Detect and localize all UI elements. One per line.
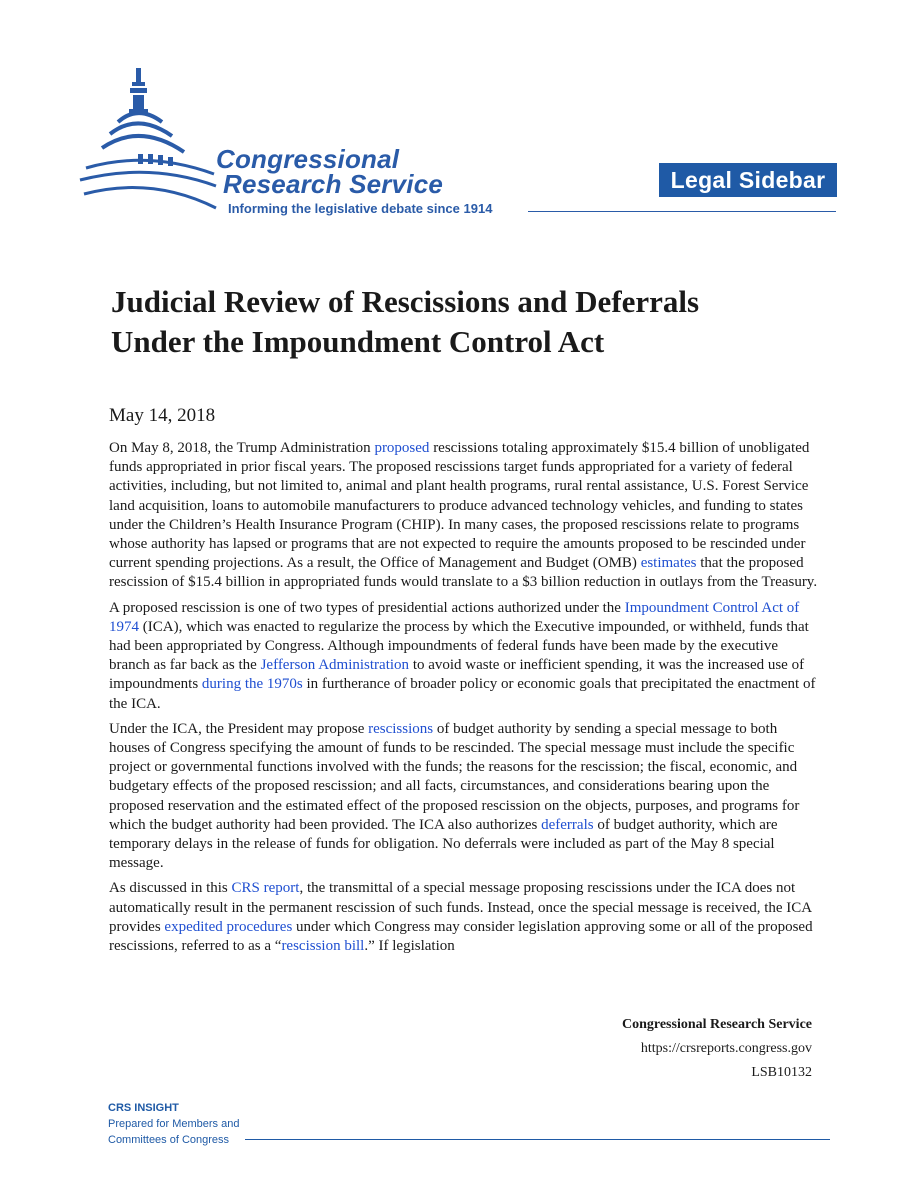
body-text: in furtherance of broader policy or economic goals that precipitated the enactment of the ICA. — [109, 676, 816, 712]
logo-tagline: Informing the legislative debate since 1914 — [228, 201, 493, 216]
body-text: A proposed rescission is one of two types of presidential actions authorized under the — [109, 599, 625, 616]
body-text: .” If legislation — [364, 938, 455, 955]
title-line-1: Judicial Review of Rescissions and Deferrals — [111, 284, 700, 319]
page-title — [111, 282, 831, 362]
footer-id: LSB10132 — [751, 1065, 812, 1080]
logo-wordmark-line2: Research Service — [223, 169, 444, 199]
footer-info — [622, 1013, 812, 1085]
body-paragraph — [109, 599, 819, 714]
body-text: Under the ICA, the President may propose — [109, 720, 369, 737]
crs-insight-block — [108, 1100, 239, 1148]
publication-date: May 14, 2018 — [109, 405, 216, 426]
legal-sidebar-badge: Legal Sidebar — [659, 163, 837, 197]
logo-wordmark-line1: Congressional — [216, 144, 400, 174]
inline-link[interactable]: estimates — [640, 555, 697, 572]
header-divider — [528, 211, 836, 212]
article-body — [109, 439, 819, 962]
insight-title: CRS INSIGHT — [108, 1102, 179, 1114]
crs-logo — [78, 62, 548, 222]
body-text: to avoid waste or inefficient spending, it was the increased use of impoundments — [109, 657, 805, 693]
footer-divider — [245, 1139, 830, 1140]
inline-link[interactable]: proposed — [374, 440, 430, 456]
inline-link[interactable]: during the 1970s — [201, 676, 303, 693]
footer-org: Congressional Research Service — [621, 1017, 812, 1032]
body-text: of budget authority, which are temporary delays in the release of funds for obligation. No deferrals were included as part of the May 8 special message. — [109, 816, 778, 872]
inline-link[interactable]: CRS report — [231, 880, 300, 897]
insight-line-1: Prepared for Members and — [108, 1118, 240, 1130]
body-text: (ICA), which was enacted to regularize the process by which the Executive impounded, or withheld, funds that had been appropriated by Congress. Although impoundments of federal funds have been made by the executive branch as far back as the — [109, 618, 809, 674]
body-text: On May 8, 2018, the Trump Administration — [109, 440, 375, 456]
inline-link[interactable]: deferrals — [541, 816, 594, 833]
body-text: , the transmittal of a special message proposing rescissions under the ICA does not automatically result in the permanent rescission of such funds. Instead, once the special message is received, the ICA provides — [109, 880, 812, 935]
body-text: of budget authority by sending a special message to both houses of Congress specifying the amount of funds to be rescinded. The special message must include the specific project or governmental functions involved with the funds; the reasons for the rescission; the fiscal, economic, and budgetary effects of the proposed rescission; and all facts, circumstances, and considerations bearing upon the proposed reservation and the estimated effect of the proposed rescission on the objects, purposes, and programs for which the budget authority had been provided. The ICA also authorizes — [109, 720, 800, 833]
title-line-2: Under the Impoundment Control Act — [111, 324, 605, 359]
inline-link[interactable]: Jefferson Administration — [260, 657, 410, 674]
inline-link[interactable]: rescissions — [368, 720, 434, 737]
inline-link[interactable]: Impoundment Control Act of 1974 — [109, 599, 800, 635]
body-text: under which Congress may consider legislation approving some or all of the proposed rescissions, referred to as a “ — [109, 918, 813, 955]
footer-url[interactable]: https://crsreports.congress.gov — [640, 1041, 812, 1056]
capitol-dome-icon — [78, 62, 228, 212]
body-text: rescissions totaling approximately $15.4 billion of unobligated funds appropriated in prior fiscal years. The proposed rescissions target funds appropriated for a variety of federal activities, including, but not limited to, animal and plant health programs, rural rental assistance, U.S. Forest Service land acquisition, loans to automobile manufacturers to produce advanced technology vehicles, and funding to states under the Children’s Health Insurance Program (CHIP). In many cases, the proposed rescissions relate to programs whose authority has lapsed or programs that are not expected to require the amounts proposed to be rescinded under current spending projections. As a result, the Office of Management and Budget (OMB) — [109, 440, 810, 572]
body-text: that the proposed rescission of $15.4 billion in appropriated funds would translate to a $3 billion reduction in outlays from the Treasury. — [109, 555, 818, 591]
body-paragraph — [109, 720, 819, 874]
body-text: As discussed in this — [109, 880, 232, 897]
body-paragraph — [109, 439, 819, 593]
insight-line-2: Committees of Congress — [108, 1134, 230, 1146]
inline-link[interactable]: rescission bill — [281, 938, 365, 955]
body-paragraph — [109, 879, 819, 956]
inline-link[interactable]: expedited procedures — [164, 918, 293, 935]
